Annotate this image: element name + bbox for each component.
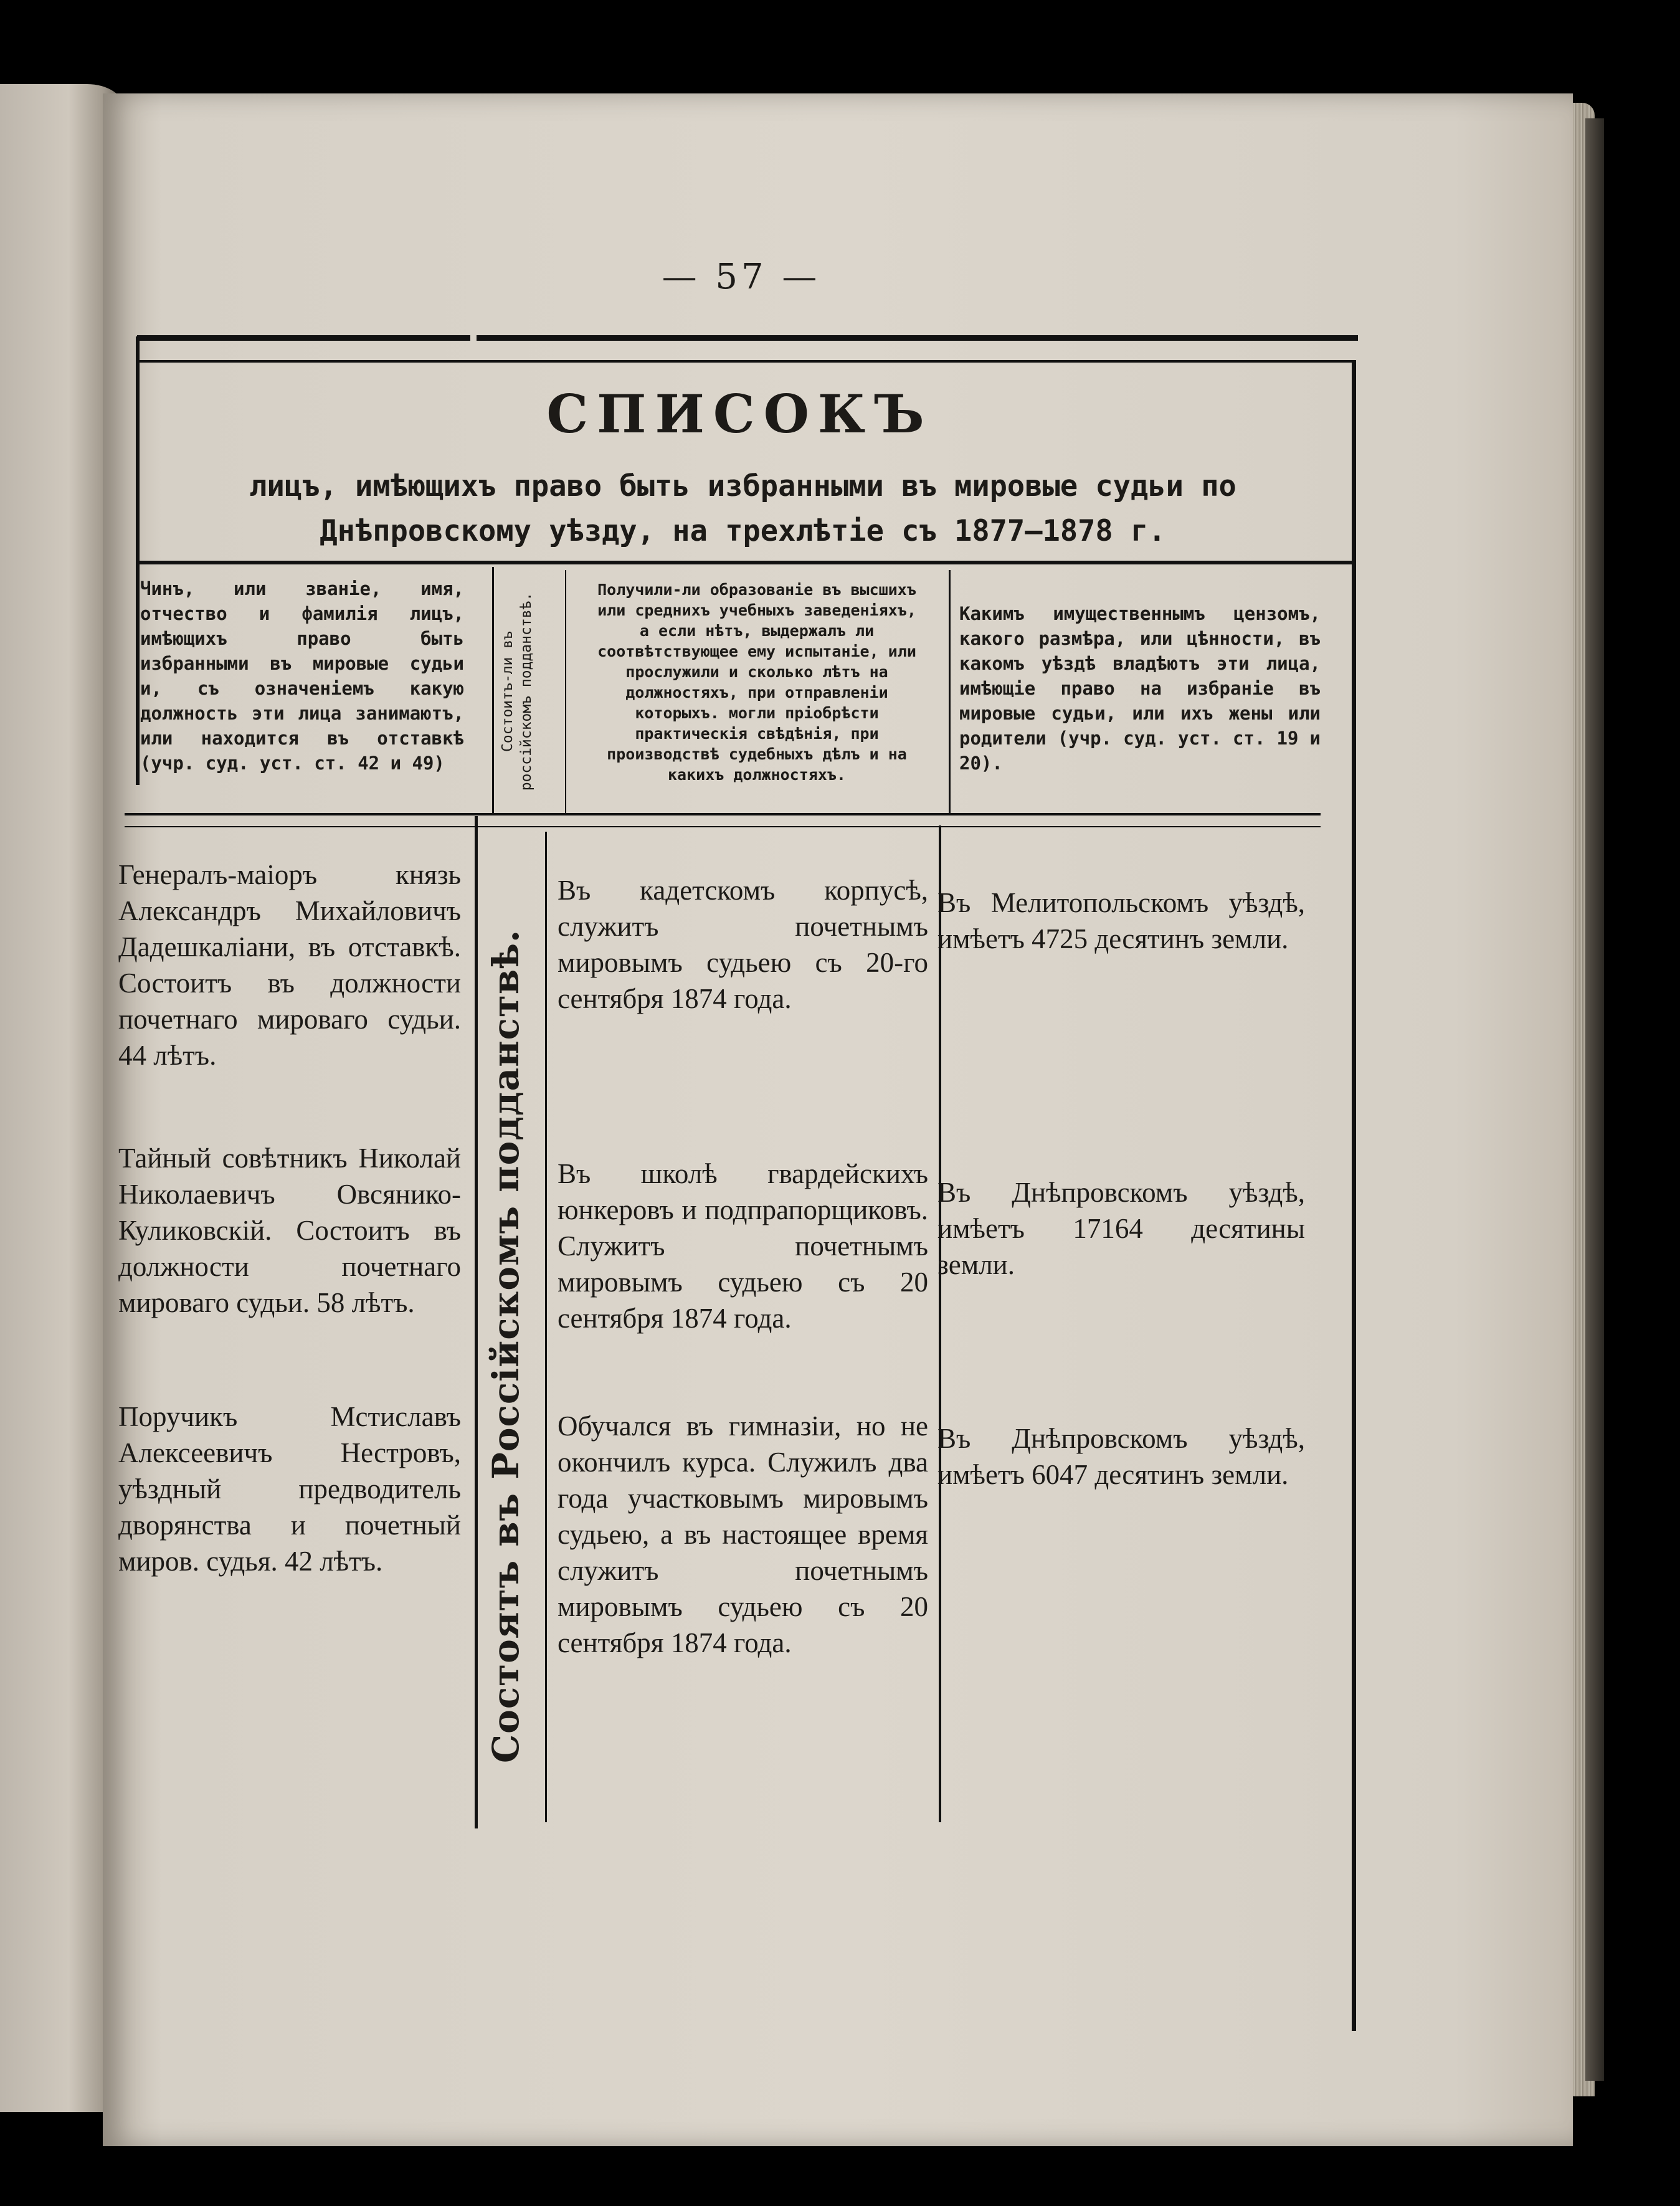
document-title: СПИСОКЪ	[546, 383, 933, 445]
header-top-rule	[138, 561, 1356, 564]
row-2-person: Тайный совѣтникъ Николай Николаевичъ Овсянико-Куликовскій. Состоитъ въ должности почетнаго мироваго судьи. 58 лѣтъ.	[118, 1143, 461, 1318]
row-1-property: Въ Мелитопольскомъ уѣздѣ, имѣетъ 4725 десятинъ земли.	[937, 887, 1305, 954]
body-col-sep-2	[545, 832, 547, 1822]
header-person: Чинъ, или званіе, имя, отчество и фамилія лицъ, имѣющихъ право быть избранными въ мировые судьи и, съ означеніемъ какую должность эти лица занимаютъ, или находится въ отставкѣ (учр. суд. уст. ст. 42 и 49)	[140, 578, 464, 774]
header-col-sep-2	[565, 570, 566, 813]
header-bottom-rule	[125, 813, 1321, 815]
header-col-sep-3	[949, 570, 951, 813]
top-rule-left	[137, 335, 470, 341]
title-top-rule	[138, 360, 1356, 363]
page-number: — 57 —	[662, 257, 821, 297]
header-bottom-rule-thin	[125, 826, 1321, 827]
body-col-sep-3	[939, 825, 941, 1822]
row-3-education: Обучался въ гимназіи, но не окончилъ курса. Служилъ два года участковымъ мировымъ судьею, а въ настоящее время служитъ почетнымъ мировымъ судьею съ 20 сентября 1874 года.	[558, 1410, 928, 1658]
row-3-person: Поручикъ Мстиславъ Алексеевичъ Нестровъ, уѣздный предводитель дворянства и почетный миров. судья. 42 лѣтъ.	[118, 1401, 461, 1577]
row-2-education: Въ школѣ гвардейскихъ юнкеровъ и подпрапорщиковъ. Служитъ почетнымъ мировымъ судьею съ 20 сентября 1874 года.	[558, 1158, 928, 1334]
subtitle-line-2: Днѣпровскому уѣзду, на трехлѣтіе съ 1877—1878 г.	[320, 514, 1166, 548]
top-rule-right	[477, 335, 1358, 341]
header-education: Получили-ли образованіе въ высшихъ или среднихъ учебныхъ заведеніяхъ, а если нѣтъ, выдержалъ ли соотвѣтствующее ему испытаніе, или прослужили и сколько лѣтъ на должностяхъ, при отправленіи которыхъ. могли пріобрѣсти практическія свѣдѣнія, при производствѣ судебныхъ дѣлъ и на какихъ должностяхъ.	[597, 581, 916, 784]
frame-right-line	[1352, 361, 1356, 2031]
row-1-education: Въ кадетскомъ корпусѣ, служитъ почетнымъ мировымъ судьею съ 20-го сентября 1874 года.	[558, 875, 928, 1014]
header-property: Какимъ имущественнымъ цензомъ, какого размѣра, или цѣнности, въ какомъ уѣздѣ владѣютъ эти лица, имѣющіе право на избраніе въ мировые судьи, или ихъ жены или родители (учр. суд. уст. ст. 19 и 20).	[959, 603, 1321, 774]
citizenship-note: Состоятъ въ Россійскомъ подданствѣ.	[485, 929, 527, 1763]
document-subtitle	[146, 464, 1339, 554]
header-citizenship: Состоитъ-ли въ россійскомъ подданствѣ.	[500, 592, 534, 791]
subtitle-line-1: лицъ, имѣющихъ право быть избранными въ мировые судьи по	[249, 469, 1236, 503]
row-2-property: Въ Днѣпровскомъ уѣздѣ, имѣетъ 17164 десятины земли.	[937, 1177, 1305, 1280]
row-1-person: Генералъ-маіоръ князь Александръ Михайловичъ Дадешкаліани, въ отставкѣ. Состоитъ въ должности почетнаго мироваго судьи. 44 лѣтъ.	[118, 859, 461, 1071]
header-col-sep-1	[492, 567, 494, 813]
row-3-property: Въ Днѣпровскомъ уѣздѣ, имѣетъ 6047 десятинъ земли.	[937, 1423, 1305, 1490]
body-col-sep-1	[475, 816, 478, 1828]
book-spine-shadow	[1585, 118, 1604, 2081]
